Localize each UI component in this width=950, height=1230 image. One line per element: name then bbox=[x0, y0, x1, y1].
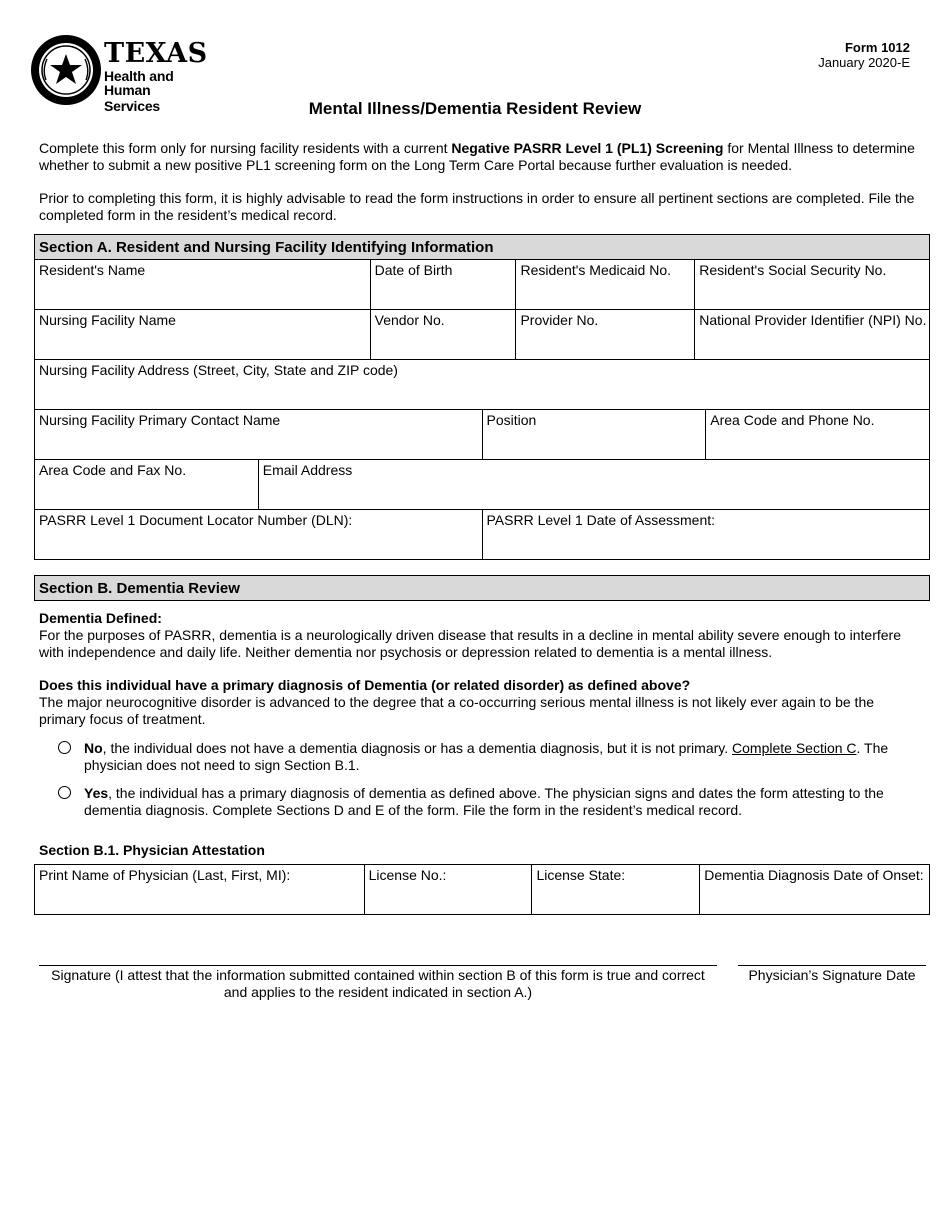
yes-radio[interactable] bbox=[58, 786, 71, 799]
assessment-date-label: PASRR Level 1 Date of Assessment: bbox=[486, 512, 716, 528]
section-a-row-1 bbox=[34, 260, 930, 310]
email-field[interactable] bbox=[259, 460, 930, 510]
date-of-birth-label: Date of Birth bbox=[374, 262, 453, 278]
section-b1-heading: Section B.1. Physician Attestation bbox=[39, 842, 265, 858]
section-b1-row bbox=[34, 864, 930, 915]
logo-hhs-text: Health and Human bbox=[104, 68, 174, 98]
onset-date-field[interactable] bbox=[700, 865, 930, 915]
signature-field[interactable] bbox=[39, 965, 717, 966]
email-label: Email Address bbox=[262, 462, 353, 478]
intro-paragraph-1 bbox=[39, 140, 919, 174]
vendor-no-field[interactable] bbox=[371, 310, 517, 360]
no-description-after: . The physician does not need to sign Section B.1. bbox=[84, 740, 889, 773]
provider-no-label: Provider No. bbox=[520, 312, 599, 328]
onset-date-label: Dementia Diagnosis Date of Onset: bbox=[704, 867, 924, 883]
license-no-field[interactable] bbox=[365, 865, 533, 915]
ssn-label: Resident's Social Security No. bbox=[699, 262, 887, 278]
signature-date-field[interactable] bbox=[738, 965, 926, 966]
dementia-question-text: The major neurocognitive disorder is advanced to the degree that a co-occurring serious mental illness is not likely ever again to be the primary focus of treatment. bbox=[39, 694, 875, 727]
npi-label: National Provider Identifier (NPI) No. bbox=[699, 312, 927, 328]
form-number: Form 1012 bbox=[844, 40, 910, 55]
dementia-defined-text: For the purposes of PASRR, dementia is a neurologically driven disease that results in a decline in mental ability severe enough to interfere with independence and daily life. Neither dementia nor psychosis or depression related to dementia is a mental illness. bbox=[39, 627, 901, 660]
dementia-question-block bbox=[39, 677, 919, 728]
dementia-defined-title: Dementia Defined: bbox=[39, 610, 162, 626]
form-date: January 2020-E bbox=[818, 55, 910, 70]
position-field[interactable] bbox=[483, 410, 707, 460]
phone-label: Area Code and Phone No. bbox=[710, 412, 875, 428]
residents-name-label: Resident's Name bbox=[39, 262, 146, 278]
section-a-row-4 bbox=[34, 410, 930, 460]
medicaid-no-field[interactable] bbox=[516, 260, 695, 310]
license-state-field[interactable] bbox=[532, 865, 700, 915]
complete-section-c-link: Complete Section C bbox=[732, 740, 857, 756]
no-radio[interactable] bbox=[58, 741, 71, 754]
signature-date-label: Physician’s Signature Date bbox=[748, 967, 916, 983]
ssn-field[interactable] bbox=[695, 260, 930, 310]
intro-paragraph-2: Prior to completing this form, it is highly advisable to read the form instructions in order to ensure all pertinent sections are completed. File the completed form in the resident’s medical record. bbox=[39, 190, 915, 223]
signature-label: Signature (I attest that the information submitted contained within section B of this form is true and correct and applies to the resident indicated in section A.) bbox=[51, 967, 705, 1000]
option-no bbox=[58, 740, 918, 774]
yes-description: , the individual has a primary diagnosis of dementia as defined above. The physician signs and dates the form attesting to the dementia diagnosis. Complete Sections D and E of the form. File the form in the resident’s medical record. bbox=[84, 785, 884, 818]
section-a-row-6 bbox=[34, 510, 930, 560]
date-of-birth-field[interactable] bbox=[371, 260, 517, 310]
assessment-date-field[interactable] bbox=[483, 510, 931, 560]
section-a-row-2 bbox=[34, 310, 930, 360]
dementia-defined-block bbox=[39, 610, 919, 661]
dln-field[interactable] bbox=[35, 510, 483, 560]
option-no-text bbox=[84, 740, 918, 774]
intro-text-after: for Mental Illness to determine whether to submit a new positive PL1 screening form on the Long Term Care Portal because further evaluation is needed. bbox=[39, 140, 915, 173]
facility-name-field[interactable] bbox=[35, 310, 371, 360]
position-label: Position bbox=[486, 412, 537, 428]
license-no-label: License No.: bbox=[368, 867, 447, 883]
no-label: No bbox=[84, 740, 103, 756]
npi-field[interactable] bbox=[695, 310, 930, 360]
texas-seal-icon bbox=[30, 34, 102, 106]
hhs-logo bbox=[30, 34, 220, 114]
contact-name-label: Nursing Facility Primary Contact Name bbox=[39, 412, 281, 428]
page-title: Mental Illness/Dementia Resident Review bbox=[308, 99, 642, 118]
section-b-heading: Section B. Dementia Review bbox=[34, 575, 930, 601]
provider-no-field[interactable] bbox=[516, 310, 695, 360]
option-yes bbox=[58, 785, 918, 819]
dln-label: PASRR Level 1 Document Locator Number (DLN): bbox=[39, 512, 353, 528]
physician-name-field[interactable] bbox=[35, 865, 365, 915]
contact-name-field[interactable] bbox=[35, 410, 483, 460]
facility-name-label: Nursing Facility Name bbox=[39, 312, 176, 328]
vendor-no-label: Vendor No. bbox=[374, 312, 445, 328]
facility-address-label: Nursing Facility Address (Street, City, State and ZIP code) bbox=[39, 362, 398, 378]
license-state-label: License State: bbox=[536, 867, 626, 883]
form-number-block bbox=[818, 40, 910, 70]
dementia-question: Does this individual have a primary diagnosis of Dementia (or related disorder) as defined above? bbox=[39, 677, 691, 693]
phone-field[interactable] bbox=[706, 410, 930, 460]
fax-field[interactable] bbox=[35, 460, 259, 510]
logo-services-text: Services bbox=[104, 98, 161, 114]
no-description: , the individual does not have a dementia diagnosis or has a dementia diagnosis, but it is not primary. bbox=[102, 740, 733, 756]
medicaid-no-label: Resident's Medicaid No. bbox=[520, 262, 671, 278]
logo-texas-text: TEXAS bbox=[104, 38, 208, 69]
section-a-heading: Section A. Resident and Nursing Facility Identifying Information bbox=[34, 234, 930, 260]
residents-name-field[interactable] bbox=[35, 260, 371, 310]
fax-label: Area Code and Fax No. bbox=[39, 462, 187, 478]
section-a-row-3 bbox=[34, 360, 930, 410]
intro-bold-text: Negative PASRR Level 1 (PL1) Screening bbox=[451, 140, 724, 156]
section-a-row-5 bbox=[34, 460, 930, 510]
physician-name-label: Print Name of Physician (Last, First, MI): bbox=[39, 867, 291, 883]
intro-text: Complete this form only for nursing facility residents with a current bbox=[39, 140, 452, 156]
option-yes-text bbox=[84, 785, 918, 819]
yes-label: Yes bbox=[84, 785, 109, 801]
facility-address-field[interactable] bbox=[35, 360, 930, 410]
